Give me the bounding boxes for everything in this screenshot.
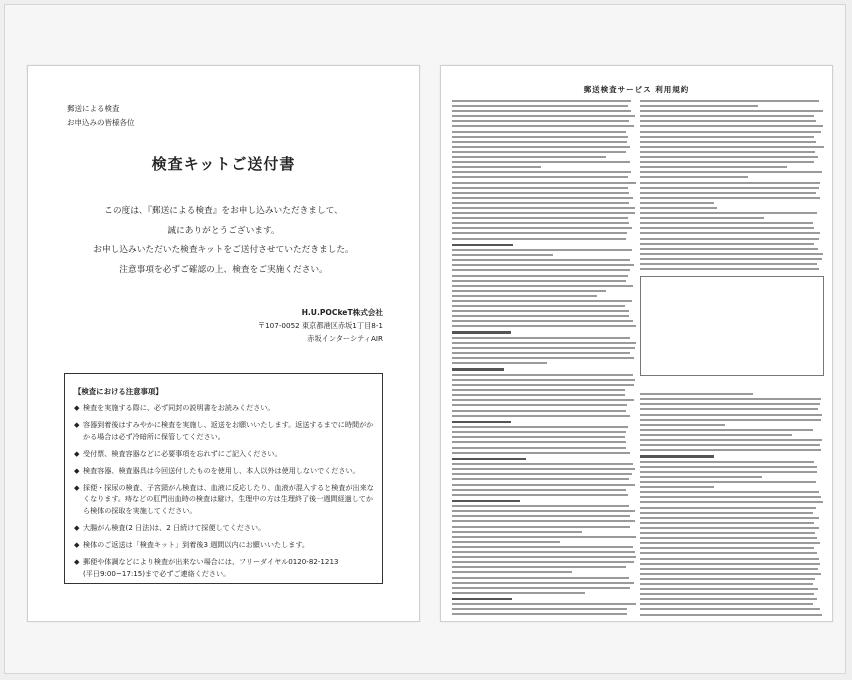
terms-table-box bbox=[640, 276, 824, 376]
terms-text-line bbox=[452, 399, 634, 401]
terms-text-line bbox=[640, 151, 815, 153]
bullet-icon: ◆ bbox=[74, 420, 80, 430]
terms-text-line bbox=[452, 325, 636, 327]
greeting-line: お申し込みいただいた検査キットをご送付させていただきました。 bbox=[93, 245, 354, 255]
terms-text-line bbox=[640, 419, 821, 421]
greeting-line: この度は、『郵送による検査』をお申し込みいただきまして、 bbox=[104, 206, 343, 216]
terms-text-line bbox=[452, 608, 627, 610]
precaution-item bbox=[74, 482, 374, 517]
terms-text-line bbox=[452, 362, 547, 364]
terms-text-line bbox=[640, 182, 820, 184]
terms-text-line bbox=[452, 561, 634, 563]
terms-text-line bbox=[452, 166, 541, 168]
terms-text-line bbox=[452, 374, 633, 376]
terms-text-line bbox=[452, 192, 629, 194]
bullet-icon: ◆ bbox=[74, 482, 80, 492]
terms-text-line bbox=[640, 238, 819, 240]
terms-text-line bbox=[452, 546, 633, 548]
terms-article-heading bbox=[452, 368, 504, 371]
terms-text-line bbox=[452, 404, 627, 406]
terms-text-line bbox=[640, 227, 814, 229]
terms-text-line bbox=[452, 156, 606, 158]
bullet-icon: ◆ bbox=[74, 540, 80, 550]
terms-text-line bbox=[640, 476, 762, 478]
terms-text-line bbox=[640, 507, 816, 509]
terms-text-line bbox=[452, 384, 634, 386]
terms-text-line bbox=[640, 501, 823, 503]
terms-text-line bbox=[452, 217, 628, 219]
terms-text-line bbox=[640, 176, 748, 178]
company-building: 赤坂インターシティAIR bbox=[307, 334, 383, 343]
terms-text-line bbox=[452, 342, 636, 344]
terms-text-line bbox=[640, 414, 822, 416]
terms-text-line bbox=[452, 571, 572, 573]
precaution-item bbox=[74, 419, 374, 442]
terms-text-line bbox=[452, 151, 626, 153]
addressee-line-1: 郵送による検査 bbox=[67, 104, 120, 113]
terms-text-line bbox=[452, 526, 630, 528]
terms-article-heading bbox=[452, 331, 511, 334]
terms-text-line bbox=[452, 187, 628, 189]
precaution-item bbox=[74, 522, 374, 534]
terms-text-line bbox=[640, 593, 814, 595]
terms-text-line bbox=[452, 238, 626, 240]
terms-text-line bbox=[452, 478, 629, 480]
terms-text-line bbox=[452, 556, 636, 558]
terms-text-line bbox=[452, 551, 635, 553]
terms-of-use-page bbox=[440, 65, 833, 622]
terms-text-line bbox=[452, 379, 635, 381]
terms-text-line bbox=[640, 573, 821, 575]
terms-text-line bbox=[452, 603, 636, 605]
terms-text-line bbox=[452, 182, 636, 184]
terms-text-line bbox=[452, 202, 629, 204]
terms-text-line bbox=[640, 192, 816, 194]
terms-text-line bbox=[640, 258, 822, 260]
precaution-text: 容器到着後はすみやかに検査を実施し、返送をお願いいたします。返送するまでに時間がかかる場合は必ず冷暗所に保管してください。 bbox=[83, 420, 374, 441]
terms-text-line bbox=[452, 468, 635, 470]
terms-text-line bbox=[640, 125, 823, 127]
terms-text-line bbox=[640, 491, 819, 493]
terms-text-line bbox=[452, 394, 625, 396]
terms-text-line bbox=[452, 415, 630, 417]
terms-text-line bbox=[452, 566, 626, 568]
bullet-icon: ◆ bbox=[74, 522, 80, 532]
addressee-line-2: お申込みの皆様各位 bbox=[67, 118, 135, 127]
terms-article-heading bbox=[452, 244, 513, 247]
terms-text-line bbox=[452, 305, 625, 307]
terms-text-line bbox=[640, 547, 814, 549]
terms-text-line bbox=[640, 166, 787, 168]
terms-text-line bbox=[452, 249, 632, 251]
terms-text-line bbox=[452, 489, 626, 491]
precaution-item bbox=[74, 556, 374, 579]
terms-text-line bbox=[640, 202, 714, 204]
terms-text-line bbox=[452, 254, 553, 256]
terms-text-line bbox=[640, 439, 822, 441]
terms-text-line bbox=[452, 259, 630, 261]
terms-text-line bbox=[640, 532, 815, 534]
terms-text-line bbox=[640, 131, 821, 133]
terms-text-line bbox=[452, 352, 630, 354]
terms-text-line bbox=[640, 563, 820, 565]
terms-text-line bbox=[640, 263, 817, 265]
terms-text-line bbox=[640, 444, 820, 446]
terms-text-line bbox=[452, 473, 632, 475]
terms-text-line bbox=[640, 558, 819, 560]
terms-text-line bbox=[452, 110, 631, 112]
precaution-item bbox=[74, 402, 374, 414]
greeting-line: 誠にありがとうございます。 bbox=[167, 225, 280, 236]
bullet-icon: ◆ bbox=[74, 448, 80, 458]
terms-text-line bbox=[640, 471, 817, 473]
terms-text-line bbox=[640, 542, 820, 544]
terms-text-line bbox=[640, 100, 819, 102]
terms-text-line bbox=[640, 449, 821, 451]
terms-text-line bbox=[452, 447, 626, 449]
terms-text-line bbox=[452, 337, 630, 339]
viewer-frame bbox=[4, 4, 846, 674]
terms-text-line bbox=[640, 268, 819, 270]
terms-text-line bbox=[640, 461, 814, 463]
terms-text-line bbox=[640, 171, 822, 173]
terms-text-line bbox=[452, 295, 597, 297]
terms-text-line bbox=[452, 212, 635, 214]
terms-text-line bbox=[640, 232, 820, 234]
terms-article-heading bbox=[452, 458, 526, 461]
terms-text-line bbox=[452, 310, 629, 312]
terms-text-line bbox=[452, 207, 635, 209]
terms-text-line bbox=[640, 217, 764, 219]
terms-text-line bbox=[640, 161, 814, 163]
terms-text-line bbox=[640, 434, 792, 436]
terms-text-line bbox=[452, 115, 635, 117]
terms-text-line bbox=[640, 398, 821, 400]
greeting-text bbox=[28, 202, 419, 280]
terms-text-line bbox=[640, 517, 819, 519]
terms-text-line bbox=[640, 253, 823, 255]
precaution-text: 検査を実施する際に、必ず同封の説明書をお読みください。 bbox=[83, 403, 275, 412]
terms-text-line bbox=[452, 536, 636, 538]
terms-text-line bbox=[452, 452, 630, 454]
terms-text-line bbox=[452, 197, 633, 199]
terms-text-line bbox=[452, 176, 628, 178]
terms-text-line bbox=[452, 541, 560, 543]
terms-article-heading bbox=[640, 455, 714, 458]
terms-column-left bbox=[452, 100, 636, 619]
terms-text-line bbox=[452, 357, 634, 359]
terms-text-line bbox=[640, 552, 817, 554]
terms-text-line bbox=[640, 146, 824, 148]
terms-text-line bbox=[452, 269, 630, 271]
terms-text-line bbox=[640, 110, 823, 112]
company-block bbox=[258, 306, 383, 345]
terms-text-line bbox=[640, 197, 820, 199]
terms-text-line bbox=[452, 146, 630, 148]
terms-text-line bbox=[640, 466, 817, 468]
precautions-heading: 【検査における注意事項】 bbox=[74, 387, 163, 396]
terms-text-line bbox=[452, 463, 633, 465]
terms-text-line bbox=[452, 171, 631, 173]
terms-text-line bbox=[640, 212, 817, 214]
precaution-text: 検査容器、検査器具は今回送付したものを使用し、本人以外は使用しないでください。 bbox=[83, 465, 360, 475]
terms-text-line bbox=[452, 320, 633, 322]
terms-text-line bbox=[452, 515, 630, 517]
terms-title: 郵送検査サービス 利用規約 bbox=[583, 85, 690, 94]
terms-text-line bbox=[452, 592, 585, 594]
terms-text-line bbox=[452, 131, 626, 133]
terms-text-line bbox=[640, 243, 814, 245]
terms-text-line bbox=[640, 248, 818, 250]
document-title: 検査キットご送付書 bbox=[151, 155, 296, 173]
terms-text-line bbox=[452, 285, 633, 287]
terms-text-line bbox=[640, 136, 814, 138]
terms-text-line bbox=[640, 486, 714, 488]
terms-text-line bbox=[452, 426, 628, 428]
terms-text-line bbox=[452, 136, 628, 138]
terms-text-line bbox=[640, 429, 813, 431]
terms-text-line bbox=[452, 484, 635, 486]
terms-text-line bbox=[640, 537, 817, 539]
terms-text-line bbox=[640, 141, 816, 143]
terms-text-line bbox=[452, 120, 629, 122]
terms-text-line bbox=[452, 222, 629, 224]
terms-text-line bbox=[452, 436, 625, 438]
precaution-item bbox=[74, 539, 374, 551]
precaution-text: 受付票、検査容器などに必要事項を忘れずにご記入ください。 bbox=[83, 448, 282, 458]
terms-text-line bbox=[640, 105, 758, 107]
company-address: 〒107-0052 東京都港区赤坂1丁目8-1 bbox=[257, 321, 383, 330]
terms-text-line bbox=[640, 393, 753, 395]
terms-text-line bbox=[640, 496, 821, 498]
terms-text-line bbox=[640, 522, 814, 524]
bullet-icon: ◆ bbox=[74, 403, 80, 412]
precaution-text: 大腸がん検査(2 日法)は、2 日続けて採便してください。 bbox=[83, 522, 266, 532]
terms-text-line bbox=[452, 347, 635, 349]
precaution-item bbox=[74, 465, 374, 477]
terms-text-line bbox=[640, 608, 820, 610]
terms-text-line bbox=[452, 613, 627, 615]
terms-text-line bbox=[452, 264, 634, 266]
terms-text-line bbox=[452, 441, 626, 443]
terms-text-line bbox=[452, 232, 627, 234]
terms-text-line bbox=[452, 141, 627, 143]
terms-text-line bbox=[452, 280, 626, 282]
terms-text-line bbox=[640, 614, 822, 616]
terms-text-line bbox=[640, 603, 813, 605]
terms-text-line bbox=[640, 120, 816, 122]
terms-text-line bbox=[640, 222, 813, 224]
terms-text-line bbox=[640, 424, 725, 426]
greeting-line: 注意事項を必ずご確認の上、検査をご実施ください。 bbox=[119, 264, 328, 275]
terms-article-heading bbox=[452, 598, 512, 601]
terms-text-line bbox=[640, 598, 817, 600]
terms-text-line bbox=[452, 275, 628, 277]
terms-text-line bbox=[452, 300, 632, 302]
kit-letter-page bbox=[27, 65, 420, 622]
addressee-block bbox=[67, 102, 135, 130]
terms-text-line bbox=[452, 510, 635, 512]
precaution-item bbox=[74, 448, 374, 460]
precaution-text: 採便・採尿の検査、子宮頸がん検査は、血液に反応したり、血液が混入すると検査が出来なくなります。痔などの肛門出血時の検査は避け、生理中の方は生理終了後一週間経過してから検体の採取を実施してください。 bbox=[83, 482, 374, 515]
precautions-box bbox=[64, 373, 383, 584]
terms-text-line bbox=[452, 505, 629, 507]
terms-text-line bbox=[640, 588, 818, 590]
terms-text-line bbox=[640, 115, 814, 117]
bullet-icon: ◆ bbox=[74, 557, 80, 567]
terms-text-line bbox=[452, 587, 630, 589]
terms-text-line bbox=[452, 315, 629, 317]
bullet-icon: ◆ bbox=[74, 465, 80, 475]
terms-text-line bbox=[640, 408, 818, 410]
terms-text-line bbox=[452, 431, 626, 433]
terms-text-line bbox=[452, 161, 630, 163]
terms-text-line bbox=[452, 577, 629, 579]
precaution-text: 検体のご返送は「検査キット」到着後3 週間以内にお願いいたします。 bbox=[83, 540, 309, 550]
terms-text-line bbox=[640, 583, 813, 585]
terms-text-line bbox=[640, 156, 818, 158]
terms-text-line bbox=[640, 481, 816, 483]
terms-text-line bbox=[452, 105, 628, 107]
terms-text-line bbox=[452, 290, 606, 292]
terms-text-line bbox=[640, 568, 818, 570]
terms-text-line bbox=[640, 578, 815, 580]
terms-text-line bbox=[452, 125, 634, 127]
terms-text-line bbox=[452, 227, 632, 229]
company-name: H.U.POCkeT株式会社 bbox=[301, 308, 383, 317]
terms-text-line bbox=[452, 100, 631, 102]
precaution-text: 郵便や体調などにより検査が出来ない場合には、フリーダイヤル0120-82-1213 (平日9:00~17:15)まで必ずご連絡ください。 bbox=[83, 557, 339, 578]
terms-text-line bbox=[640, 512, 813, 514]
terms-text-line bbox=[452, 389, 625, 391]
terms-text-line bbox=[452, 410, 626, 412]
terms-article-heading bbox=[452, 421, 511, 424]
terms-text-line bbox=[640, 527, 819, 529]
terms-text-line bbox=[452, 582, 634, 584]
terms-article-heading bbox=[452, 500, 520, 503]
terms-text-line bbox=[452, 494, 628, 496]
terms-text-line bbox=[640, 187, 819, 189]
terms-text-line bbox=[640, 403, 820, 405]
terms-text-line bbox=[452, 520, 635, 522]
terms-text-line bbox=[640, 207, 717, 209]
terms-text-line bbox=[452, 531, 582, 533]
